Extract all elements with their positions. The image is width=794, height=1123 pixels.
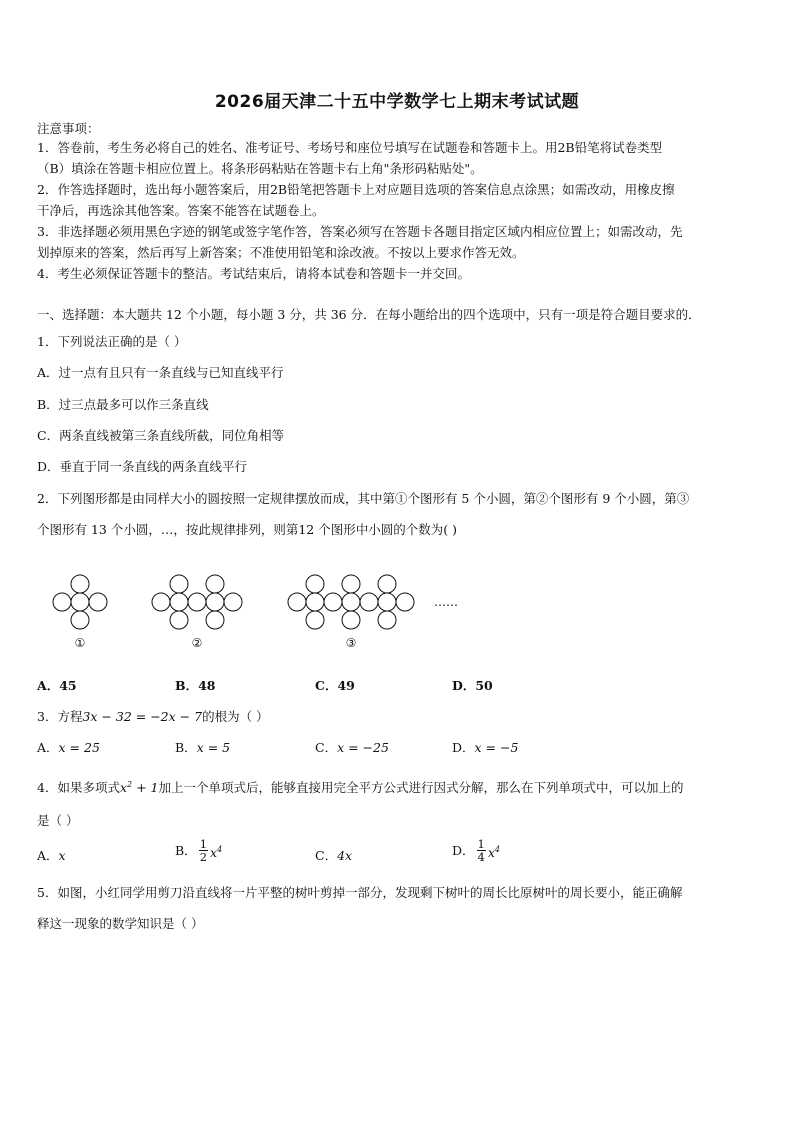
notice-line: 干净后，再选涂其他答案。答案不能答在试题卷上。 (37, 203, 325, 218)
ellipsis: …… (434, 595, 458, 609)
pattern-figure-3 (288, 575, 414, 629)
pattern-figure-2 (152, 575, 242, 629)
question-2-stem-cont: 个图形有 13 个小圆，…，按此规律排列，则第12 个图形中小圆的个数为( ) (37, 522, 457, 537)
question-3-equation: 3x − 32 = −2x − 7 (82, 709, 203, 724)
question-1-option-b: B．过三点最多可以作三条直线 (37, 397, 209, 412)
notice-line: （B）填涂在答题卡相应位置上。将条形码粘贴在答题卡右上角"条形码粘贴处"。 (37, 161, 483, 176)
question-4-option-d: D． $\frac{1}{4}$ $x^4$ (452, 837, 501, 864)
question-3-prefix: 3．方程 (37, 709, 83, 724)
figure-label-2: ② (191, 636, 203, 650)
question-2-stem: 2．下列图形都是由同样大小的圆按照一定规律摆放而成，其中第①个图形有 5 个小圆，第②个图形有 9 个小圆，第③ (37, 491, 690, 506)
question-3-suffix: 的根为（ ） (202, 709, 269, 724)
question-1-option-c: C．两条直线被第三条直线所截，同位角相等 (37, 428, 285, 443)
section-heading: 一、选择题：本大题共 12 个小题，每小题 3 分，共 36 分．在每小题给出的四个选项中，只有一项是符合题目要求的． (37, 307, 701, 322)
question-1-stem: 1．下列说法正确的是（ ） (37, 334, 187, 349)
notice-line: 1．答卷前，考生务必将自己的姓名、准考证号、考场号和座位号填写在试题卷和答题卡上。用2B铅笔将试卷类型 (37, 140, 663, 155)
question-3-option-b: B．x = 5 (175, 740, 231, 755)
question-3-option-c: C．x = −25 (315, 740, 389, 755)
question-4-polynomial: $x^2 + 1$ (119, 780, 159, 796)
question-3-option-a: A．x = 25 (37, 740, 100, 755)
figure-label-3: ③ (345, 636, 357, 650)
question-2-option-c: C．49 (315, 678, 355, 693)
question-5-stem-cont: 释这一现象的数学知识是（ ） (37, 916, 204, 931)
notice-line: 3．非选择题必须用黑色字迹的钢笔或签字笔作答，答案必须写在答题卡各题目指定区域内相应位置上；如需改动，先 (37, 224, 683, 239)
question-2-option-d: D．50 (452, 678, 493, 693)
notice-line: 划掉原来的答案，然后再写上新答案；不准使用铅笔和涂改液。不按以上要求作答无效。 (37, 245, 525, 260)
question-1-option-a: A．过一点有且只有一条直线与已知直线平行 (37, 365, 284, 380)
question-5-stem: 5．如图，小红同学用剪刀沿直线将一片平整的树叶剪掉一部分，发现剩下树叶的周长比原树叶的周长要小，能正确解 (37, 885, 683, 900)
question-2-option-b: B．48 (175, 678, 216, 693)
pattern-figure-1 (53, 575, 107, 629)
question-4-option-b: B． $\frac{1}{2}$ $x^4$ (175, 837, 223, 864)
question-4-option-c: C．4x (315, 848, 353, 863)
page-title: 2026届天津二十五中学数学七上期末考试试题 (214, 92, 580, 112)
question-4-option-a: A．x (37, 848, 66, 863)
notice-heading: 注意事项： (37, 121, 100, 136)
figure-label-1: ① (74, 636, 86, 650)
question-4-stem-cont: 是（ ） (37, 813, 79, 828)
question-3-stem (37, 708, 759, 725)
question-2-option-a: A．45 (37, 678, 77, 693)
notice-line: 4．考生必须保证答题卡的整洁。考试结束后，请将本试卷和答题卡一并交回。 (37, 266, 470, 281)
circle-pattern-figure (40, 566, 480, 656)
question-4-stem: 4．如果多项式$x^2 + 1$加上一个单项式后，能够直接用完全平方公式进行因式分解，那么在下列单项式中，可以加上的 (37, 780, 684, 796)
question-3-option-d: D．x = −5 (452, 740, 519, 755)
question-1-option-d: D．垂直于同一条直线的两条直线平行 (37, 459, 248, 474)
notice-line: 2．作答选择题时，选出每小题答案后，用2B铅笔把答题卡上对应题目选项的答案信息点涂黑；如需改动，用橡皮擦 (37, 182, 675, 197)
